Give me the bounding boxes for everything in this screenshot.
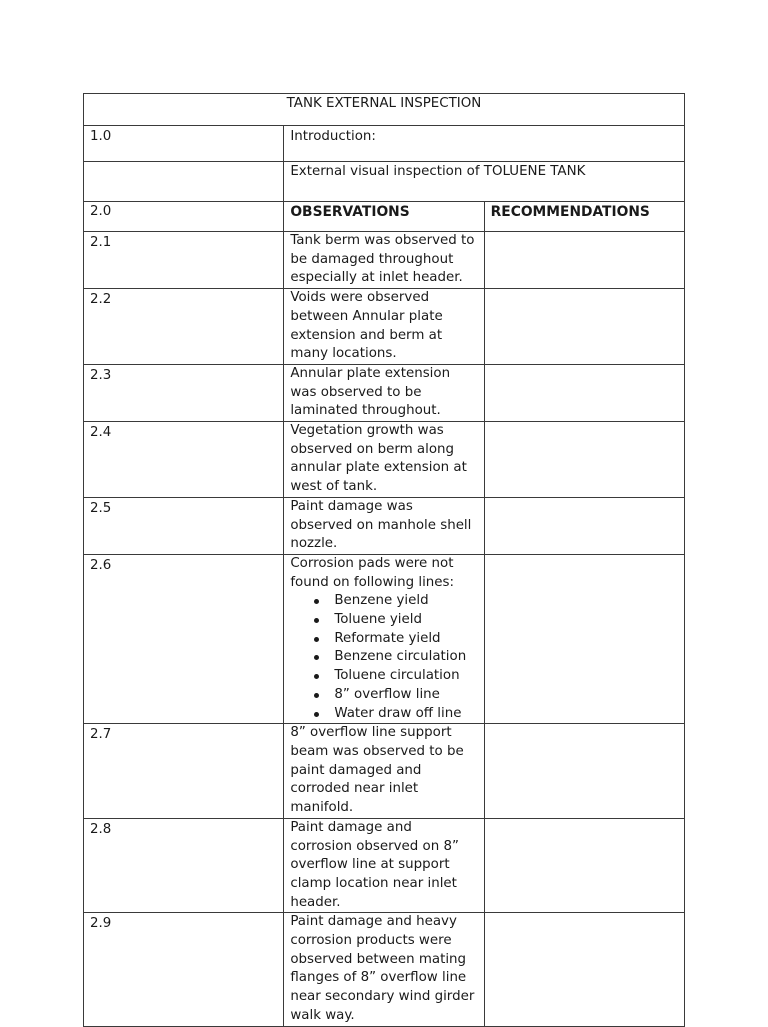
title-row: [84, 94, 685, 126]
recommendation-cell: [484, 554, 684, 723]
recommendations-header: RECOMMENDATIONS: [484, 202, 684, 232]
observation-cell: [284, 289, 484, 365]
observations-header: OBSERVATIONS: [284, 202, 484, 232]
observation-row: [84, 818, 685, 913]
row-number: 2.2: [84, 289, 284, 365]
row-number: 2.5: [84, 497, 284, 554]
row-number: 2.4: [84, 422, 284, 498]
row-number: 2.7: [84, 724, 284, 819]
observation-cell: [284, 554, 484, 723]
observation-text: Corrosion pads were not found on following lines:: [290, 555, 455, 590]
observation-text: Paint damage and corrosion observed on 8” overflow line at support clamp location near inlet header.: [290, 819, 459, 910]
row-number: 2.8: [84, 818, 284, 913]
intro-row: [84, 126, 685, 162]
observation-text: Voids were observed between Annular plate extension and berm at many locations.: [290, 290, 443, 362]
observation-cell: [284, 497, 484, 554]
observation-row: [84, 497, 685, 554]
line-list-item: Reformate yield: [334, 630, 477, 649]
intro-text-row: [84, 162, 685, 202]
intro-number-blank: [84, 162, 284, 202]
intro-heading: Introduction:: [284, 126, 685, 162]
observation-row: [84, 913, 685, 1026]
intro-number: 1.0: [84, 126, 284, 162]
intro-text: External visual inspection of TOLUENE TANK: [284, 162, 685, 202]
section-number: 2.0: [84, 202, 284, 232]
observation-cell: [284, 422, 484, 498]
line-list: [290, 592, 477, 723]
observation-text: Paint damage and heavy corrosion products were observed between mating flanges of 8” overflow line near secondary wind girder walk way.: [290, 914, 475, 1023]
observation-cell: [284, 724, 484, 819]
observation-row: [84, 364, 685, 421]
line-list-item: Water draw off line: [334, 705, 477, 724]
observation-cell: [284, 232, 484, 289]
observation-row: [84, 232, 685, 289]
row-number: 2.9: [84, 913, 284, 1026]
line-list-item: Benzene circulation: [334, 648, 477, 667]
line-list-item: Benzene yield: [334, 592, 477, 611]
observation-text: Vegetation growth was observed on berm along annular plate extension at west of tank.: [290, 423, 467, 495]
line-list-item: Toluene circulation: [334, 667, 477, 686]
observation-text: Tank berm was observed to be damaged throughout especially at inlet header.: [290, 233, 475, 286]
observation-text: Annular plate extension was observed to be laminated throughout.: [290, 365, 451, 419]
recommendation-cell: [484, 724, 684, 819]
observation-cell: [284, 913, 484, 1026]
line-list-item: 8” overflow line: [334, 686, 477, 705]
observation-row: [84, 554, 685, 723]
observation-text: Paint damage was observed on manhole shell nozzle.: [290, 498, 472, 552]
recommendation-cell: [484, 232, 684, 289]
observation-cell: [284, 364, 484, 421]
line-list-item: Toluene yield: [334, 611, 477, 630]
observation-row: [84, 724, 685, 819]
recommendation-cell: [484, 364, 684, 421]
observation-row: [84, 422, 685, 498]
row-number: 2.1: [84, 232, 284, 289]
inspection-table: [83, 93, 685, 1027]
recommendation-cell: [484, 422, 684, 498]
observation-rows: [84, 232, 685, 1027]
recommendation-cell: [484, 497, 684, 554]
section-header-row: [84, 202, 685, 232]
recommendation-cell: [484, 913, 684, 1026]
observation-cell: [284, 818, 484, 913]
observation-row: [84, 289, 685, 365]
document-title: TANK EXTERNAL INSPECTION: [286, 96, 482, 111]
recommendation-cell: [484, 289, 684, 365]
row-number: 2.6: [84, 554, 284, 723]
row-number: 2.3: [84, 364, 284, 421]
recommendation-cell: [484, 818, 684, 913]
document-title-cell: [84, 94, 685, 126]
observation-text: 8” overflow line support beam was observed to be paint damaged and corroded near inlet manifold.: [290, 725, 464, 816]
